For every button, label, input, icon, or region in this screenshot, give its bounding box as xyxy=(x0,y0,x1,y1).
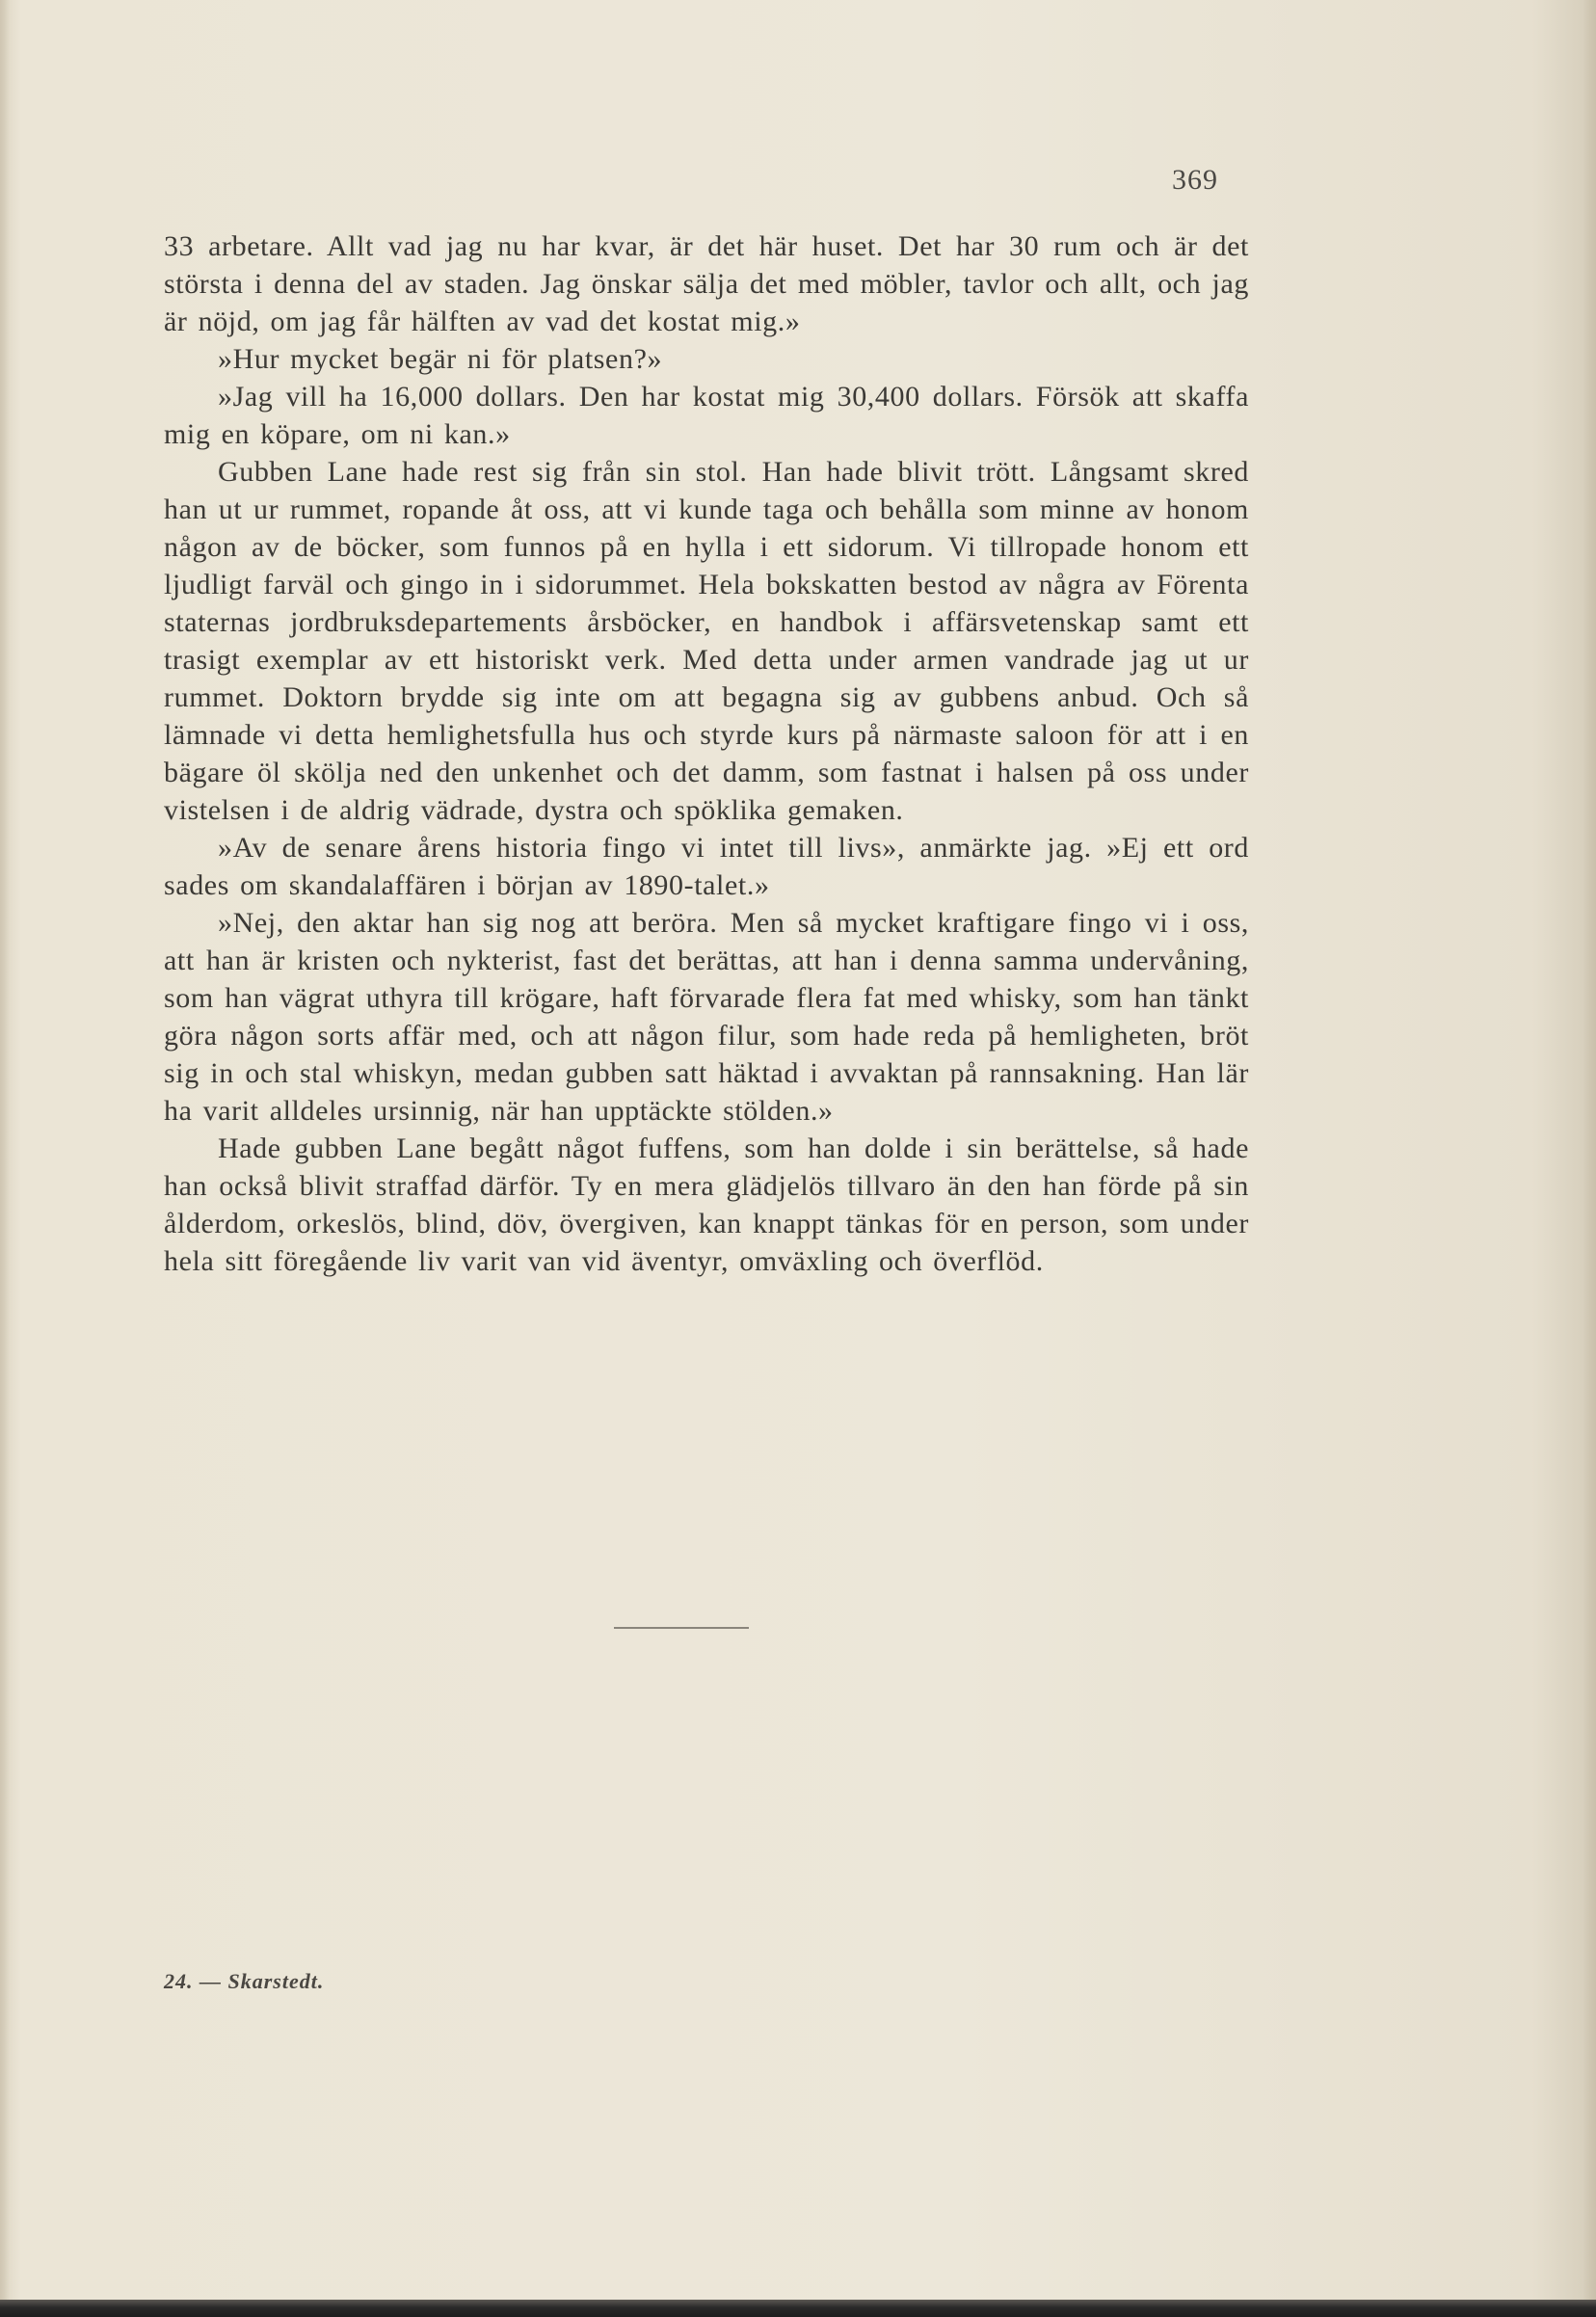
paragraph-5: »Av de senare årens historia fingo vi intet till livs», anmärkte jag. »Ej ett ord sades om skandalaffären i början av 1890-talet.» xyxy=(164,832,1249,901)
paragraph-6: »Nej, den aktar han sig nog att beröra. Men så mycket kraftigare fingo vi i oss, att han är kristen och nykterist, fast det berättas, att han i denna samma undervåning, som han vägrat uthyra till krögare, haft förvarade flera fat med whisky, som han tänkt göra någon sorts affär med, och att någon filur, som hade reda på hemligheten, bröt sig in och stal whiskyn, medan gubben satt häktad i avvaktan på rannsakning. Han lär ha varit alldeles ursinnig, när han upptäckte stölden.» xyxy=(164,907,1249,1127)
scan-bottom-edge xyxy=(0,2300,1596,2317)
page-number: 369 xyxy=(1172,164,1218,196)
paragraph-2: »Hur mycket begär ni för platsen?» xyxy=(218,343,663,375)
paragraph-4: Gubben Lane hade rest sig från sin stol. Han hade blivit trött. Långsamt skred han ut ur rummet, ropande åt oss, att vi kunde taga och behålla som minne av honom någon av de böcker, som funnos på en hylla i ett sidorum. Vi tillropade honom ett ljudligt farväl och gingo in i sidorummet. Hela bokskatten bestod av några av Förenta staternas jordbruksdepartements årsböcker, en handbok i affärsvetenskap samt ett trasigt exemplar av ett historiskt verk. Med detta under armen vandrade jag ut ur rummet. Doktorn brydde sig inte om att begagna sig av gubbens anbud. Och så lämnade vi detta hemlighetsfulla hus och styrde kurs på närmaste saloon för att i en bägare öl skölja ned den unkenhet och det damm, som fastnat i halsen på oss under vistelsen i de aldrig vädrade, dystra och spöklika gemaken. xyxy=(164,456,1249,826)
page-left-edge-shadow xyxy=(0,0,10,2317)
printer-signature: 24. — Skarstedt. xyxy=(164,1969,325,1993)
paragraph-1: 33 arbetare. Allt vad jag nu har kvar, är det här huset. Det har 30 rum och är det största i denna del av staden. Jag önskar sälja det med möbler, tavlor och allt, och jag är nöjd, om jag får hälften av vad det kostat mig.» xyxy=(164,230,1249,337)
section-divider-rule xyxy=(614,1627,749,1629)
paragraph-3: »Jag vill ha 16,000 dollars. Den har kostat mig 30,400 dollars. Försök att skaffa mig en köpare, om ni kan.» xyxy=(164,381,1249,450)
paragraph-7: Hade gubben Lane begått något fuffens, som han dolde i sin berättelse, så hade han också blivit straffad därför. Ty en mera glädjelös tillvaro än den han förde på sin ålderdom, orkeslös, blind, döv, övergiven, kan knappt tänkas för en person, som under hela sitt föregående liv varit van vid äventyr, omväxling och överflöd. xyxy=(164,1132,1249,1277)
body-text xyxy=(164,227,1249,1280)
page-right-edge-shadow xyxy=(1583,0,1596,2317)
